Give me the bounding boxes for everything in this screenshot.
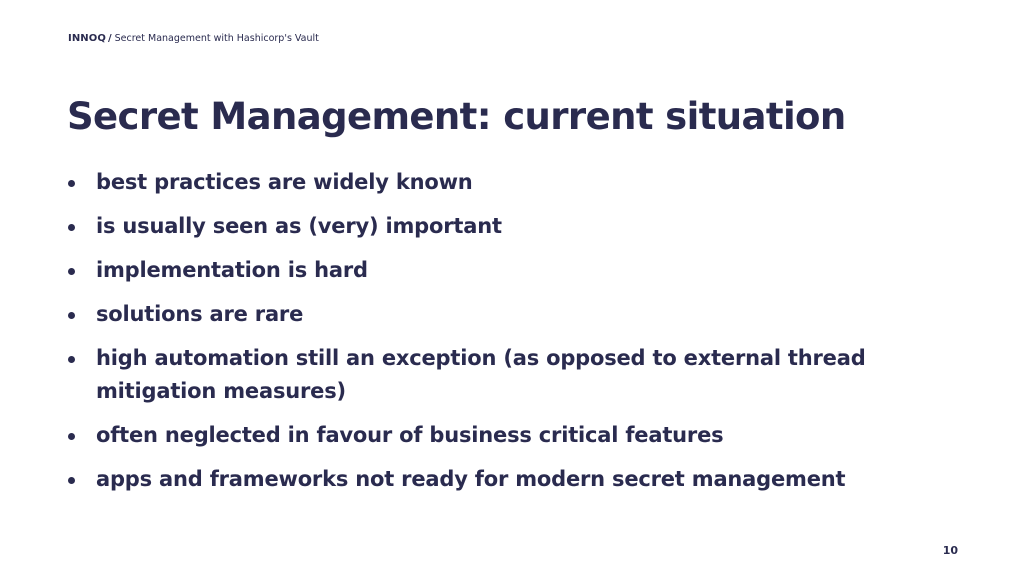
bullet-text: is usually seen as (very) important [96, 214, 502, 238]
bullet-dot-icon [68, 180, 75, 187]
header-separator: / [107, 33, 112, 44]
bullet-dot-icon [68, 224, 75, 231]
deck-title: Secret Management with Hashicorp's Vault [114, 33, 319, 44]
innoq-logo: INNOQ [68, 33, 106, 44]
bullet-dot-icon [68, 268, 75, 275]
bullet-text: best practices are widely known [96, 170, 473, 194]
bullet-text: apps and frameworks not ready for modern secret management [96, 467, 846, 491]
bullet-item [68, 254, 948, 287]
bullet-text: high automation still an exception (as opposed to external thread mitigation measures) [96, 346, 866, 403]
bullet-item [68, 463, 948, 496]
slide-title: Secret Management: current situation [67, 95, 846, 138]
bullet-item [68, 298, 948, 331]
page-number: 10 [942, 544, 958, 557]
bullet-list [68, 166, 948, 507]
bullet-dot-icon [68, 312, 75, 319]
bullet-text: solutions are rare [96, 302, 304, 326]
bullet-dot-icon [68, 356, 75, 363]
bullet-item [68, 342, 948, 408]
bullet-item [68, 166, 948, 199]
bullet-dot-icon [68, 477, 75, 484]
slide-header [68, 33, 319, 47]
bullet-text: implementation is hard [96, 258, 368, 282]
bullet-text: often neglected in favour of business critical features [96, 423, 724, 447]
bullet-item [68, 419, 948, 452]
bullet-dot-icon [68, 433, 75, 440]
bullet-item [68, 210, 948, 243]
